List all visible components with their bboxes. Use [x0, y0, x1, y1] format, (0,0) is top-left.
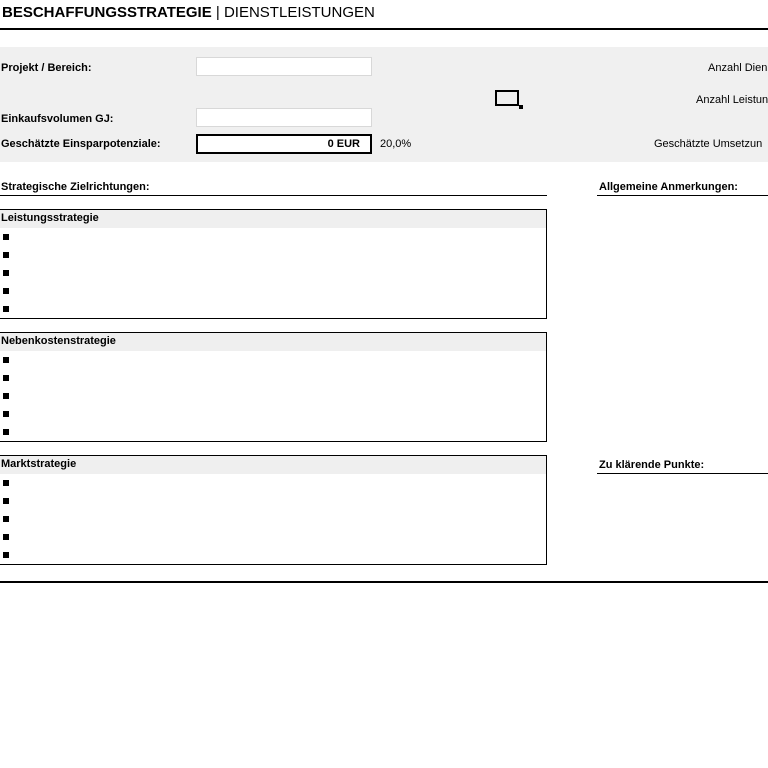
bullet-icon: [3, 516, 9, 522]
clarify-points-rule: [597, 473, 768, 474]
services-count-label: Anzahl Dien: [708, 62, 768, 74]
bullet-icon: [3, 411, 9, 417]
volume-label: Einkaufsvolumen GJ:: [1, 113, 114, 125]
clarify-points-heading: Zu klärende Punkte:: [599, 459, 705, 471]
panel-market-strategy: [0, 455, 547, 565]
header-divider: [0, 28, 768, 30]
checkbox-icon[interactable]: [495, 90, 519, 106]
bullet-icon: [3, 252, 9, 258]
bullet-icon: [3, 552, 9, 558]
bullet-icon: [3, 498, 9, 504]
title-separator: |: [211, 4, 224, 21]
bullet-icon: [3, 306, 9, 312]
implementation-label: Geschätzte Umsetzun: [654, 138, 763, 150]
volume-field[interactable]: [196, 108, 372, 127]
panel-header: [0, 456, 546, 474]
general-notes-rule: [597, 195, 768, 196]
project-label: Projekt / Bereich:: [1, 62, 92, 74]
general-notes-heading: Allgemeine Anmerkungen:: [599, 181, 738, 193]
bullet-icon: [3, 234, 9, 240]
bullet-icon: [3, 393, 9, 399]
project-field[interactable]: [196, 57, 372, 76]
footer-divider: [0, 581, 768, 583]
bullet-icon: [3, 429, 9, 435]
savings-value: 0 EUR: [196, 134, 372, 154]
title-main: BESCHAFFUNGSSTRATEGIE: [2, 4, 212, 21]
performance-count-label: Anzahl Leistun: [696, 94, 768, 106]
strategic-heading: Strategische Zielrichtungen:: [1, 181, 150, 193]
panel-header: [0, 210, 546, 228]
bullet-icon: [3, 534, 9, 540]
panel-header: [0, 333, 546, 351]
title-sub: DIENSTLEISTUNGEN: [223, 4, 375, 21]
bullet-icon: [3, 375, 9, 381]
panel-performance-strategy: [0, 209, 547, 319]
panel-title: Leistungsstrategie: [1, 212, 99, 224]
bullet-icon: [3, 288, 9, 294]
panel-ancillary-cost-strategy: [0, 332, 547, 442]
bullet-icon: [3, 357, 9, 363]
savings-percent: 20,0%: [380, 138, 412, 150]
bullet-icon: [3, 480, 9, 486]
strategic-heading-rule: [0, 195, 547, 196]
savings-label: Geschätzte Einsparpotenziale:: [1, 138, 161, 150]
page-title: [2, 4, 375, 21]
checkbox-marker-icon: [519, 105, 523, 109]
bullet-icon: [3, 270, 9, 276]
panel-title: Nebenkostenstrategie: [1, 335, 116, 347]
panel-title: Marktstrategie: [1, 458, 77, 470]
